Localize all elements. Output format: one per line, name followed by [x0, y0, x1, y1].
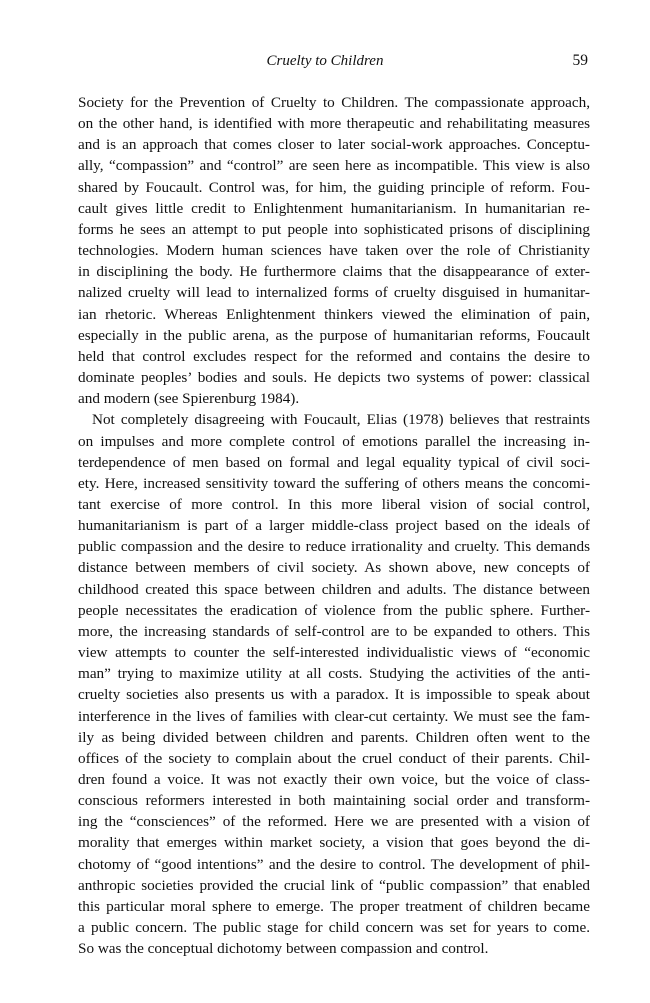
- text-line: on impulses and more complete control of emotions parallel the increasing in-: [78, 432, 590, 450]
- text-line: cault gives little credit to Enlightenment humanitarianism. In humanitarian re-: [78, 199, 590, 217]
- text-line: Not completely disagreeing with Foucault, Elias (1978) believes that restraints: [92, 411, 590, 429]
- text-line: So was the conceptual dichotomy between compassion and control.: [78, 940, 489, 958]
- text-line: morality that emerges within market society, a vision that goes beyond the di-: [78, 834, 590, 852]
- paragraph-2: [78, 409, 590, 959]
- text-line: ian rhetoric. Whereas Enlightenment thinkers viewed the elimination of pain,: [78, 305, 590, 323]
- page-number: 59: [572, 52, 588, 69]
- text-line: offices of the society to complain about the cruel conduct of their parents. Chil-: [78, 749, 590, 767]
- text-line: terdependence of men based on formal and legal equality typical of civil soci-: [78, 453, 590, 471]
- text-line: nalized cruelty will lead to internalized forms of cruelty disguised in humanitar-: [78, 284, 590, 302]
- text-line: distance between members of civil society. As shown above, new concepts of: [78, 559, 590, 577]
- text-line: ety. Here, increased sensitivity toward the suffering of others means the concomi-: [78, 474, 590, 492]
- running-head: [0, 50, 650, 72]
- text-line: humanitarianism is part of a larger middle-class project based on the ideals of: [78, 517, 590, 535]
- text-line: a public concern. The public stage for child concern was set for years to come.: [78, 919, 590, 937]
- running-title: Cruelty to Children: [266, 53, 384, 69]
- text-line: dren found a voice. It was not exactly their own voice, but the voice of class-: [78, 771, 590, 788]
- text-line: in disciplining the body. He furthermore claims that the disappearance of exter-: [78, 263, 590, 281]
- text-line: more, the increasing standards of self-control are to be expanded to others. This: [78, 622, 590, 640]
- text-line: anthropic societies provided the crucial link of “public compassion” that enabled: [78, 876, 590, 894]
- text-line: held that control excludes respect for the reformed and contains the desire to: [78, 347, 590, 365]
- text-line: this particular moral sphere to emerge. The proper treatment of children became: [78, 897, 590, 915]
- text-line: shared by Foucault. Control was, for him, the guiding principle of reform. Fou-: [78, 178, 590, 196]
- text-line: ily as being divided between children and parents. Children often went to the: [78, 728, 590, 746]
- text-line: interference in the lives of families with clear-cut certainty. We must see the fam-: [78, 707, 590, 725]
- text-line: forms he sees an attempt to put people into sophisticated prisons of disciplining: [78, 220, 590, 238]
- text-line: conscious reformers interested in both maintaining social order and transform-: [78, 792, 590, 810]
- text-line: and is an approach that comes closer to later social-work approaches. Conceptu-: [78, 136, 590, 154]
- text-line: technologies. Modern human sciences have taken over the role of Christianity: [78, 242, 590, 260]
- text-line: man” trying to maximize utility at all costs. Studying the activities of the anti-: [78, 665, 590, 683]
- text-line: on the other hand, is identified with more therapeutic and rehabilitating measures: [78, 115, 590, 133]
- text-line: cruelty societies also presents us with a paradox. It is impossible to speak about: [78, 686, 590, 704]
- text-line: childhood created this space between children and adults. The distance between: [78, 580, 590, 598]
- text-line: especially in the public arena, as the purpose of humanitarian reforms, Foucault: [78, 326, 590, 344]
- text-line: Society for the Prevention of Cruelty to Children. The compassionate approach,: [78, 94, 590, 111]
- text-line: ing the “consciences” of the reformed. Here we are presented with a vision of: [78, 813, 590, 831]
- text-line: and modern (see Spierenburg 1984).: [78, 390, 300, 408]
- text-line: ally, “compassion” and “control” are seen here as incompatible. This view is also: [78, 157, 590, 175]
- text-line: dominate peoples’ bodies and souls. He depicts two systems of power: classical: [78, 369, 590, 387]
- text-line: chotomy of “good intentions” and the desire to control. The development of phil-: [78, 855, 590, 873]
- text-line: tant exercise of more control. In this more liberal vision of social control,: [78, 495, 590, 513]
- paragraph-1: [78, 92, 590, 409]
- text-line: people necessitates the eradication of violence from the public sphere. Further-: [78, 601, 590, 619]
- text-line: public compassion and the desire to reduce irrationality and cruelty. This demands: [78, 538, 590, 556]
- body-text: [78, 92, 590, 959]
- text-line: view attempts to counter the self-interested individualistic views of “economic: [78, 644, 590, 662]
